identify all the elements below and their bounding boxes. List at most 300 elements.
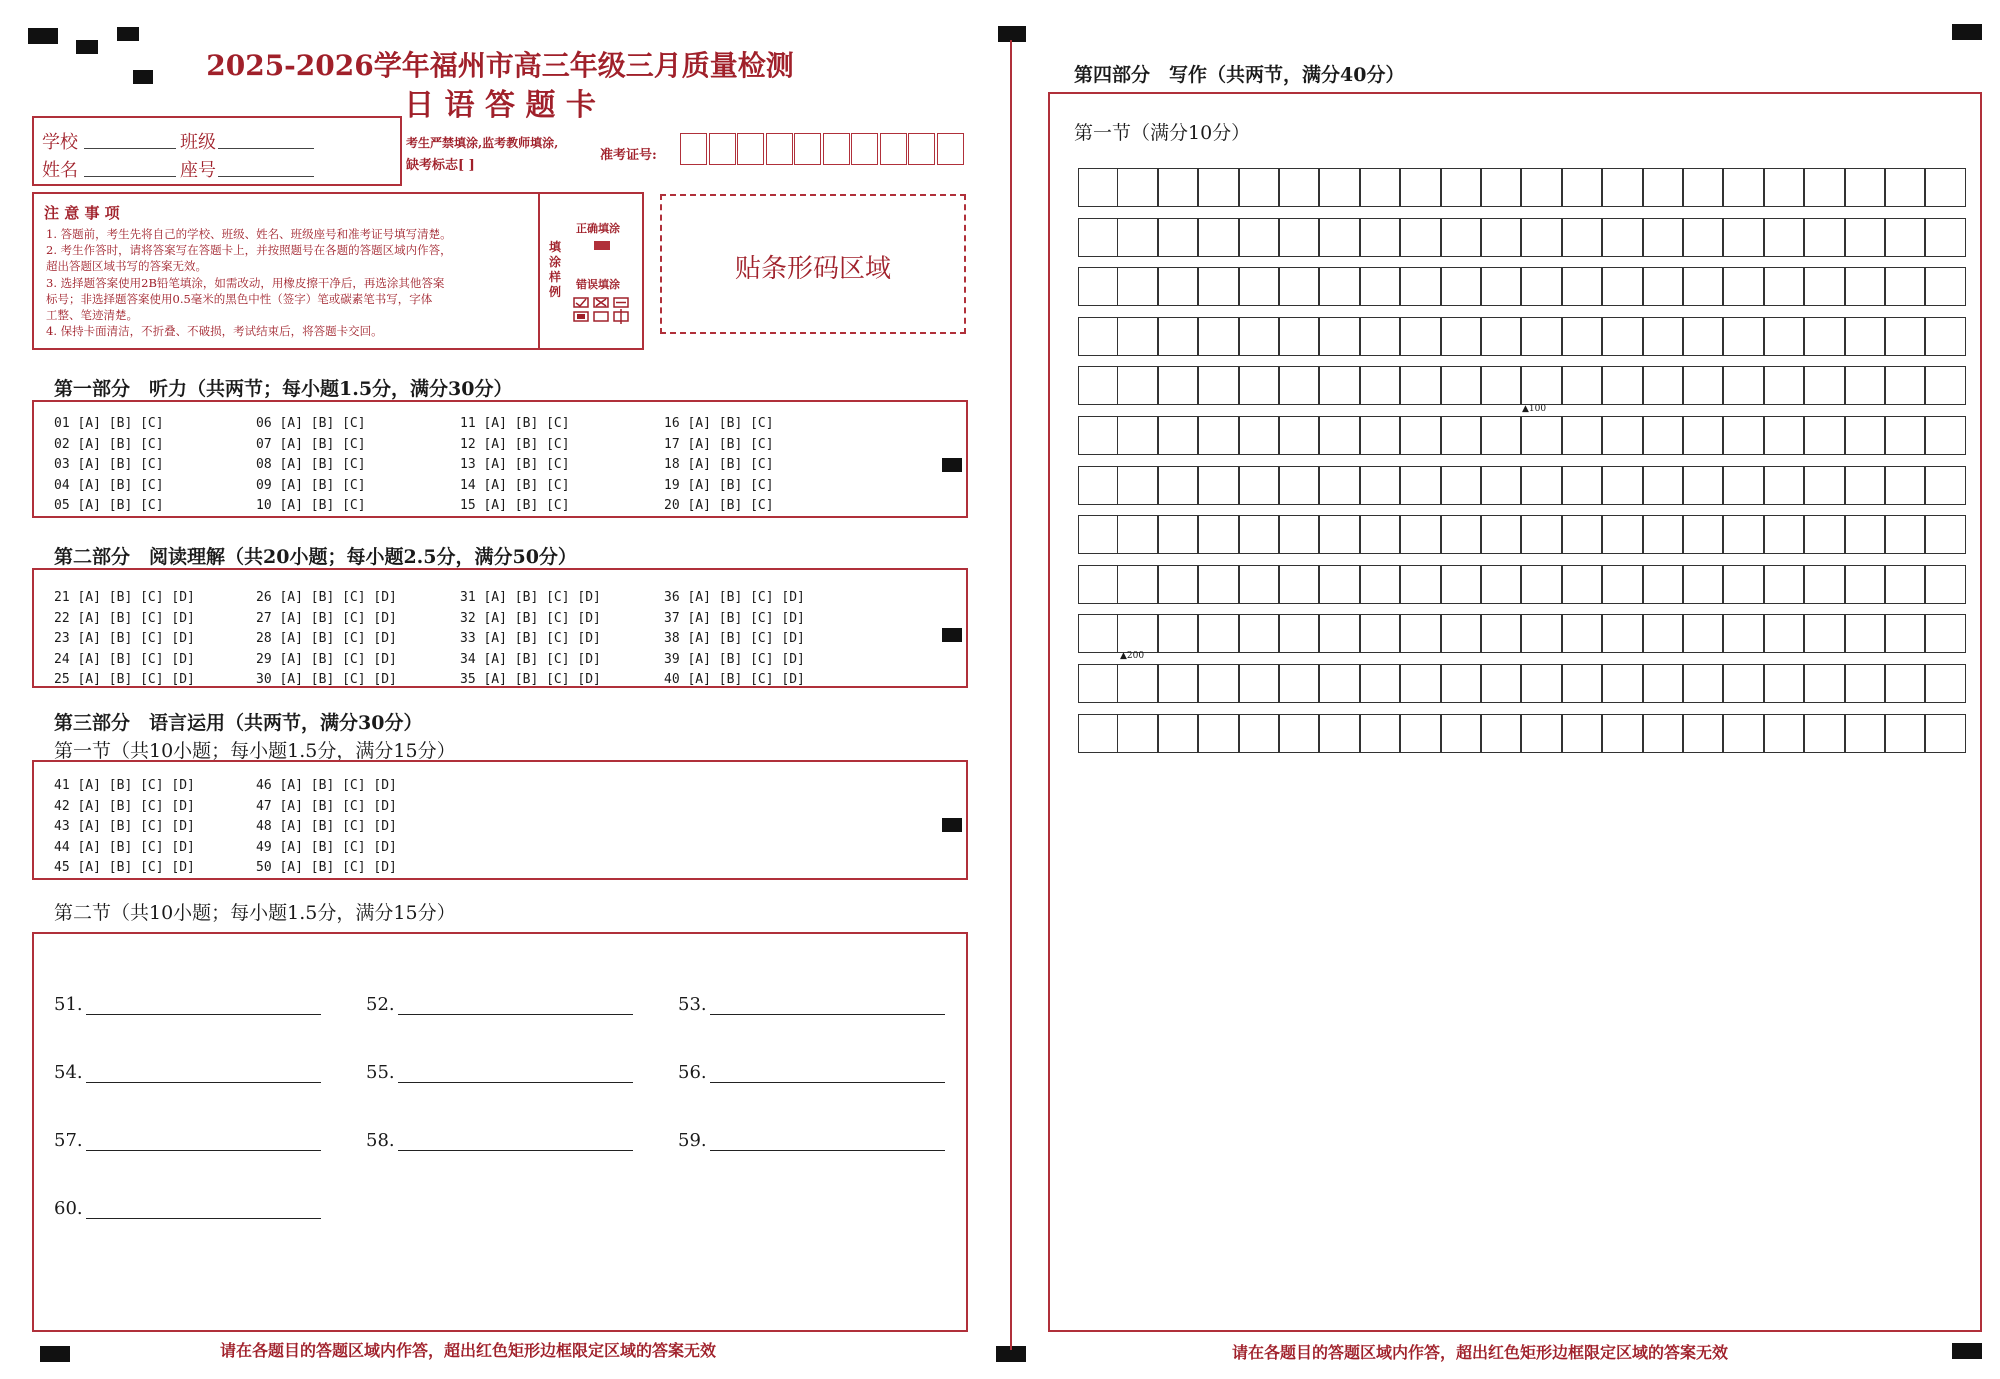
writing-cell[interactable] [1562,168,1602,207]
answer-row[interactable]: 11 [A] [B] [C] [460,416,570,431]
writing-cell[interactable] [1319,664,1359,703]
writing-cell[interactable] [1845,664,1885,703]
writing-cell[interactable] [1279,366,1319,405]
answer-row[interactable]: 28 [A] [B] [C] [D] [256,631,397,646]
writing-cell[interactable] [1602,565,1642,604]
writing-cell[interactable] [1925,664,1965,703]
writing-cell[interactable] [1279,614,1319,653]
answer-row[interactable]: 12 [A] [B] [C] [460,436,570,452]
writing-cell[interactable] [1319,416,1359,455]
writing-cell[interactable] [1198,466,1238,505]
writing-cell[interactable] [1643,714,1683,753]
writing-cell[interactable] [1885,714,1925,753]
writing-cell[interactable] [1521,317,1561,356]
answer-row[interactable]: 32 [A] [B] [C] [D] [460,610,601,626]
writing-cell[interactable] [1158,317,1198,356]
answer-row[interactable]: 33 [A] [B] [C] [D] [460,631,601,646]
writing-cell[interactable] [1723,416,1763,455]
writing-cell[interactable] [1117,664,1157,703]
writing-cell[interactable] [1723,267,1763,306]
writing-cell[interactable] [1078,366,1118,405]
answer-row[interactable]: 17 [A] [B] [C] [664,436,774,452]
writing-cell[interactable] [1643,366,1683,405]
writing-cell[interactable] [1239,168,1279,207]
seat-field[interactable] [218,176,314,177]
writing-cell[interactable] [1441,565,1481,604]
writing-cell[interactable] [1279,218,1319,257]
writing-cell[interactable] [1602,168,1642,207]
exam-id-digit-box[interactable] [880,133,907,165]
writing-cell[interactable] [1562,614,1602,653]
writing-cell[interactable] [1239,515,1279,554]
writing-cell[interactable] [1562,515,1602,554]
answer-row[interactable]: 30 [A] [B] [C] [D] [256,672,397,687]
writing-cell[interactable] [1198,714,1238,753]
blank-answer[interactable] [54,1198,321,1219]
writing-cell[interactable] [1078,317,1118,356]
writing-cell[interactable] [1885,218,1925,257]
writing-cell[interactable] [1804,565,1844,604]
writing-cell[interactable] [1239,565,1279,604]
answer-row[interactable]: 05 [A] [B] [C] [54,498,164,513]
writing-cell[interactable] [1521,664,1561,703]
writing-cell[interactable] [1602,366,1642,405]
writing-cell[interactable] [1845,515,1885,554]
writing-cell[interactable] [1562,317,1602,356]
writing-cell[interactable] [1360,267,1400,306]
writing-cell[interactable] [1602,515,1642,554]
writing-cell[interactable] [1804,317,1844,356]
writing-cell[interactable] [1643,664,1683,703]
writing-cell[interactable] [1764,366,1804,405]
writing-cell[interactable] [1521,168,1561,207]
blank-answer[interactable] [366,1062,633,1083]
writing-cell[interactable] [1400,714,1440,753]
writing-cell[interactable] [1602,614,1642,653]
blank-line[interactable] [86,996,321,1015]
writing-cell[interactable] [1643,218,1683,257]
answer-row[interactable]: 40 [A] [B] [C] [D] [664,672,805,687]
writing-cell[interactable] [1521,614,1561,653]
writing-cell[interactable] [1400,366,1440,405]
answer-row[interactable]: 23 [A] [B] [C] [D] [54,631,195,646]
answer-row[interactable]: 31 [A] [B] [C] [D] [460,590,601,605]
writing-cell[interactable] [1845,714,1885,753]
writing-cell[interactable] [1198,317,1238,356]
writing-cell[interactable] [1562,416,1602,455]
writing-cell[interactable] [1319,565,1359,604]
writing-cell[interactable] [1643,267,1683,306]
writing-cell[interactable] [1117,565,1157,604]
name-field[interactable] [84,176,176,177]
writing-cell[interactable] [1885,416,1925,455]
writing-cell[interactable] [1441,466,1481,505]
writing-cell[interactable] [1319,466,1359,505]
writing-cell[interactable] [1078,267,1118,306]
writing-cell[interactable] [1521,714,1561,753]
writing-cell[interactable] [1602,267,1642,306]
writing-cell[interactable] [1562,267,1602,306]
answer-row[interactable]: 14 [A] [B] [C] [460,477,570,493]
writing-cell[interactable] [1764,168,1804,207]
writing-cell[interactable] [1198,565,1238,604]
writing-cell[interactable] [1804,664,1844,703]
writing-cell[interactable] [1683,714,1723,753]
writing-cell[interactable] [1441,317,1481,356]
writing-cell[interactable] [1602,466,1642,505]
writing-cell[interactable] [1400,664,1440,703]
writing-cell[interactable] [1441,416,1481,455]
writing-cell[interactable] [1683,317,1723,356]
blank-line[interactable] [710,1132,945,1151]
writing-cell[interactable] [1239,714,1279,753]
writing-cell[interactable] [1400,267,1440,306]
writing-cell[interactable] [1239,664,1279,703]
answer-row[interactable]: 02 [A] [B] [C] [54,436,164,452]
writing-cell[interactable] [1239,366,1279,405]
absent-flag[interactable]: 缺考标志[ ] [406,158,475,173]
writing-cell[interactable] [1481,614,1521,653]
writing-cell[interactable] [1885,515,1925,554]
writing-cell[interactable] [1521,267,1561,306]
writing-cell[interactable] [1845,168,1885,207]
writing-cell[interactable] [1481,664,1521,703]
blank-answer[interactable] [678,1062,945,1083]
writing-cell[interactable] [1723,366,1763,405]
writing-cell[interactable] [1562,565,1602,604]
writing-cell[interactable] [1885,267,1925,306]
writing-cell[interactable] [1925,416,1965,455]
writing-cell[interactable] [1400,565,1440,604]
answer-row[interactable]: 27 [A] [B] [C] [D] [256,610,397,626]
writing-cell[interactable] [1885,168,1925,207]
answer-row[interactable]: 44 [A] [B] [C] [D] [54,839,195,855]
writing-cell[interactable] [1360,366,1400,405]
writing-cell[interactable] [1279,317,1319,356]
writing-cell[interactable] [1521,565,1561,604]
writing-cell[interactable] [1683,366,1723,405]
writing-cell[interactable] [1441,664,1481,703]
writing-cell[interactable] [1804,515,1844,554]
writing-cell[interactable] [1562,714,1602,753]
blank-line[interactable] [398,1064,633,1083]
blank-line[interactable] [710,1064,945,1083]
answer-row[interactable]: 43 [A] [B] [C] [D] [54,819,195,834]
writing-cell[interactable] [1360,664,1400,703]
writing-cell[interactable] [1845,218,1885,257]
writing-cell[interactable] [1078,565,1118,604]
writing-cell[interactable] [1117,466,1157,505]
answer-row[interactable]: 39 [A] [B] [C] [D] [664,651,805,667]
blank-line[interactable] [86,1132,321,1151]
writing-cell[interactable] [1158,267,1198,306]
writing-cell[interactable] [1441,515,1481,554]
writing-cell[interactable] [1441,267,1481,306]
answer-row[interactable]: 16 [A] [B] [C] [664,416,774,431]
writing-cell[interactable] [1319,614,1359,653]
writing-cell[interactable] [1723,317,1763,356]
answer-row[interactable]: 48 [A] [B] [C] [D] [256,819,397,834]
writing-cell[interactable] [1400,515,1440,554]
answer-row[interactable]: 26 [A] [B] [C] [D] [256,590,397,605]
writing-cell[interactable] [1078,664,1118,703]
writing-cell[interactable] [1198,218,1238,257]
writing-cell[interactable] [1602,664,1642,703]
writing-cell[interactable] [1804,267,1844,306]
writing-cell[interactable] [1481,416,1521,455]
writing-cell[interactable] [1885,614,1925,653]
writing-cell[interactable] [1723,466,1763,505]
blank-line[interactable] [398,1132,633,1151]
exam-id-digit-box[interactable] [737,133,764,165]
writing-cell[interactable] [1239,614,1279,653]
writing-cell[interactable] [1481,515,1521,554]
writing-cell[interactable] [1279,466,1319,505]
writing-cell[interactable] [1521,416,1561,455]
writing-cell[interactable] [1158,664,1198,703]
writing-cell[interactable] [1925,565,1965,604]
writing-cell[interactable] [1481,218,1521,257]
writing-cell[interactable] [1400,614,1440,653]
writing-cell[interactable] [1117,218,1157,257]
writing-cell[interactable] [1764,267,1804,306]
writing-cell[interactable] [1158,714,1198,753]
writing-cell[interactable] [1158,515,1198,554]
writing-cell[interactable] [1885,466,1925,505]
writing-cell[interactable] [1279,168,1319,207]
exam-id-digit-box[interactable] [680,133,707,165]
writing-cell[interactable] [1481,714,1521,753]
answer-row[interactable]: 13 [A] [B] [C] [460,457,570,472]
writing-cell[interactable] [1562,366,1602,405]
writing-cell[interactable] [1643,317,1683,356]
writing-cell[interactable] [1925,218,1965,257]
writing-cell[interactable] [1683,565,1723,604]
writing-cell[interactable] [1198,664,1238,703]
writing-cell[interactable] [1117,714,1157,753]
exam-id-digit-box[interactable] [823,133,850,165]
writing-cell[interactable] [1441,366,1481,405]
writing-cell[interactable] [1764,515,1804,554]
writing-cell[interactable] [1602,317,1642,356]
answer-row[interactable]: 38 [A] [B] [C] [D] [664,631,805,646]
writing-cell[interactable] [1885,317,1925,356]
writing-cell[interactable] [1925,366,1965,405]
writing-cell[interactable] [1521,218,1561,257]
answer-row[interactable]: 24 [A] [B] [C] [D] [54,651,195,667]
writing-cell[interactable] [1764,416,1804,455]
answer-row[interactable]: 42 [A] [B] [C] [D] [54,798,195,814]
writing-cell[interactable] [1078,218,1118,257]
blank-line[interactable] [86,1200,321,1219]
writing-cell[interactable] [1400,466,1440,505]
writing-cell[interactable] [1239,267,1279,306]
blank-line[interactable] [710,996,945,1015]
answer-row[interactable]: 19 [A] [B] [C] [664,477,774,493]
writing-cell[interactable] [1198,515,1238,554]
writing-cell[interactable] [1885,366,1925,405]
writing-cell[interactable] [1279,267,1319,306]
writing-cell[interactable] [1481,168,1521,207]
blank-line[interactable] [86,1064,321,1083]
writing-cell[interactable] [1764,664,1804,703]
writing-cell[interactable] [1239,218,1279,257]
writing-cell[interactable] [1764,714,1804,753]
writing-cell[interactable] [1117,366,1157,405]
writing-cell[interactable] [1804,218,1844,257]
writing-cell[interactable] [1158,466,1198,505]
writing-cell[interactable] [1764,466,1804,505]
writing-cell[interactable] [1279,515,1319,554]
writing-cell[interactable] [1521,515,1561,554]
writing-cell[interactable] [1078,515,1118,554]
answer-row[interactable]: 04 [A] [B] [C] [54,477,164,493]
exam-id-digit-box[interactable] [908,133,935,165]
writing-cell[interactable] [1683,218,1723,257]
answer-row[interactable]: 10 [A] [B] [C] [256,498,366,513]
writing-cell[interactable] [1521,466,1561,505]
writing-cell[interactable] [1117,515,1157,554]
writing-cell[interactable] [1845,466,1885,505]
writing-cell[interactable] [1925,168,1965,207]
writing-cell[interactable] [1925,267,1965,306]
writing-cell[interactable] [1158,366,1198,405]
answer-row[interactable]: 01 [A] [B] [C] [54,416,164,431]
blank-answer[interactable] [54,1062,321,1083]
writing-cell[interactable] [1117,416,1157,455]
writing-cell[interactable] [1723,515,1763,554]
writing-cell[interactable] [1319,168,1359,207]
writing-cell[interactable] [1602,714,1642,753]
writing-cell[interactable] [1441,218,1481,257]
writing-cell[interactable] [1804,366,1844,405]
writing-cell[interactable] [1239,317,1279,356]
writing-cell[interactable] [1198,168,1238,207]
answer-row[interactable]: 29 [A] [B] [C] [D] [256,651,397,667]
writing-cell[interactable] [1764,218,1804,257]
answer-row[interactable]: 49 [A] [B] [C] [D] [256,839,397,855]
writing-cell[interactable] [1360,714,1400,753]
writing-cell[interactable] [1562,664,1602,703]
writing-cell[interactable] [1319,267,1359,306]
writing-cell[interactable] [1319,366,1359,405]
writing-cell[interactable] [1198,614,1238,653]
writing-cell[interactable] [1643,614,1683,653]
writing-cell[interactable] [1198,267,1238,306]
writing-cell[interactable] [1400,218,1440,257]
writing-cell[interactable] [1360,168,1400,207]
writing-cell[interactable] [1925,317,1965,356]
writing-cell[interactable] [1602,416,1642,455]
writing-cell[interactable] [1319,317,1359,356]
writing-cell[interactable] [1481,466,1521,505]
writing-cell[interactable] [1078,168,1118,207]
writing-cell[interactable] [1158,614,1198,653]
writing-cell[interactable] [1845,366,1885,405]
blank-answer[interactable] [678,1130,945,1151]
writing-cell[interactable] [1925,466,1965,505]
writing-cell[interactable] [1683,614,1723,653]
answer-row[interactable]: 25 [A] [B] [C] [D] [54,672,195,687]
writing-cell[interactable] [1117,267,1157,306]
writing-cell[interactable] [1360,218,1400,257]
writing-cell[interactable] [1360,317,1400,356]
school-field[interactable] [84,148,176,149]
writing-cell[interactable] [1400,168,1440,207]
writing-cell[interactable] [1441,714,1481,753]
writing-cell[interactable] [1683,267,1723,306]
writing-cell[interactable] [1885,664,1925,703]
writing-cell[interactable] [1360,466,1400,505]
answer-row[interactable]: 41 [A] [B] [C] [D] [54,778,195,793]
writing-cell[interactable] [1885,565,1925,604]
writing-cell[interactable] [1239,416,1279,455]
blank-line[interactable] [398,996,633,1015]
writing-cell[interactable] [1723,614,1763,653]
writing-cell[interactable] [1279,565,1319,604]
writing-cell[interactable] [1845,317,1885,356]
answer-row[interactable]: 08 [A] [B] [C] [256,457,366,472]
writing-cell[interactable] [1643,515,1683,554]
answer-row[interactable]: 36 [A] [B] [C] [D] [664,590,805,605]
answer-row[interactable]: 06 [A] [B] [C] [256,416,366,431]
blank-answer[interactable] [366,1130,633,1151]
writing-cell[interactable] [1441,168,1481,207]
writing-cell[interactable] [1804,714,1844,753]
writing-cell[interactable] [1643,565,1683,604]
writing-cell[interactable] [1723,565,1763,604]
answer-row[interactable]: 22 [A] [B] [C] [D] [54,610,195,626]
writing-cell[interactable] [1481,565,1521,604]
writing-cell[interactable] [1643,416,1683,455]
writing-cell[interactable] [1643,168,1683,207]
writing-cell[interactable] [1279,664,1319,703]
writing-cell[interactable] [1279,714,1319,753]
answer-row[interactable]: 46 [A] [B] [C] [D] [256,778,397,793]
writing-cell[interactable] [1481,366,1521,405]
writing-cell[interactable] [1683,416,1723,455]
writing-cell[interactable] [1723,218,1763,257]
writing-cell[interactable] [1764,614,1804,653]
writing-cell[interactable] [1925,515,1965,554]
writing-cell[interactable] [1764,565,1804,604]
exam-id-digit-box[interactable] [794,133,821,165]
writing-cell[interactable] [1360,614,1400,653]
writing-cell[interactable] [1239,466,1279,505]
answer-row[interactable]: 15 [A] [B] [C] [460,498,570,513]
answer-row[interactable]: 09 [A] [B] [C] [256,477,366,493]
writing-cell[interactable] [1562,466,1602,505]
writing-cell[interactable] [1158,218,1198,257]
writing-cell[interactable] [1481,317,1521,356]
writing-cell[interactable] [1804,416,1844,455]
answer-row[interactable]: 21 [A] [B] [C] [D] [54,590,195,605]
writing-cell[interactable] [1683,466,1723,505]
writing-cell[interactable] [1683,515,1723,554]
writing-cell[interactable] [1602,218,1642,257]
writing-cell[interactable] [1925,614,1965,653]
writing-cell[interactable] [1764,317,1804,356]
writing-cell[interactable] [1804,614,1844,653]
writing-cell[interactable] [1117,168,1157,207]
writing-cell[interactable] [1078,466,1118,505]
writing-cell[interactable] [1360,515,1400,554]
writing-cell[interactable] [1723,714,1763,753]
answer-row[interactable]: 20 [A] [B] [C] [664,498,774,513]
answer-row[interactable]: 47 [A] [B] [C] [D] [256,798,397,814]
writing-cell[interactable] [1521,366,1561,405]
exam-id-digit-box[interactable] [937,133,964,165]
